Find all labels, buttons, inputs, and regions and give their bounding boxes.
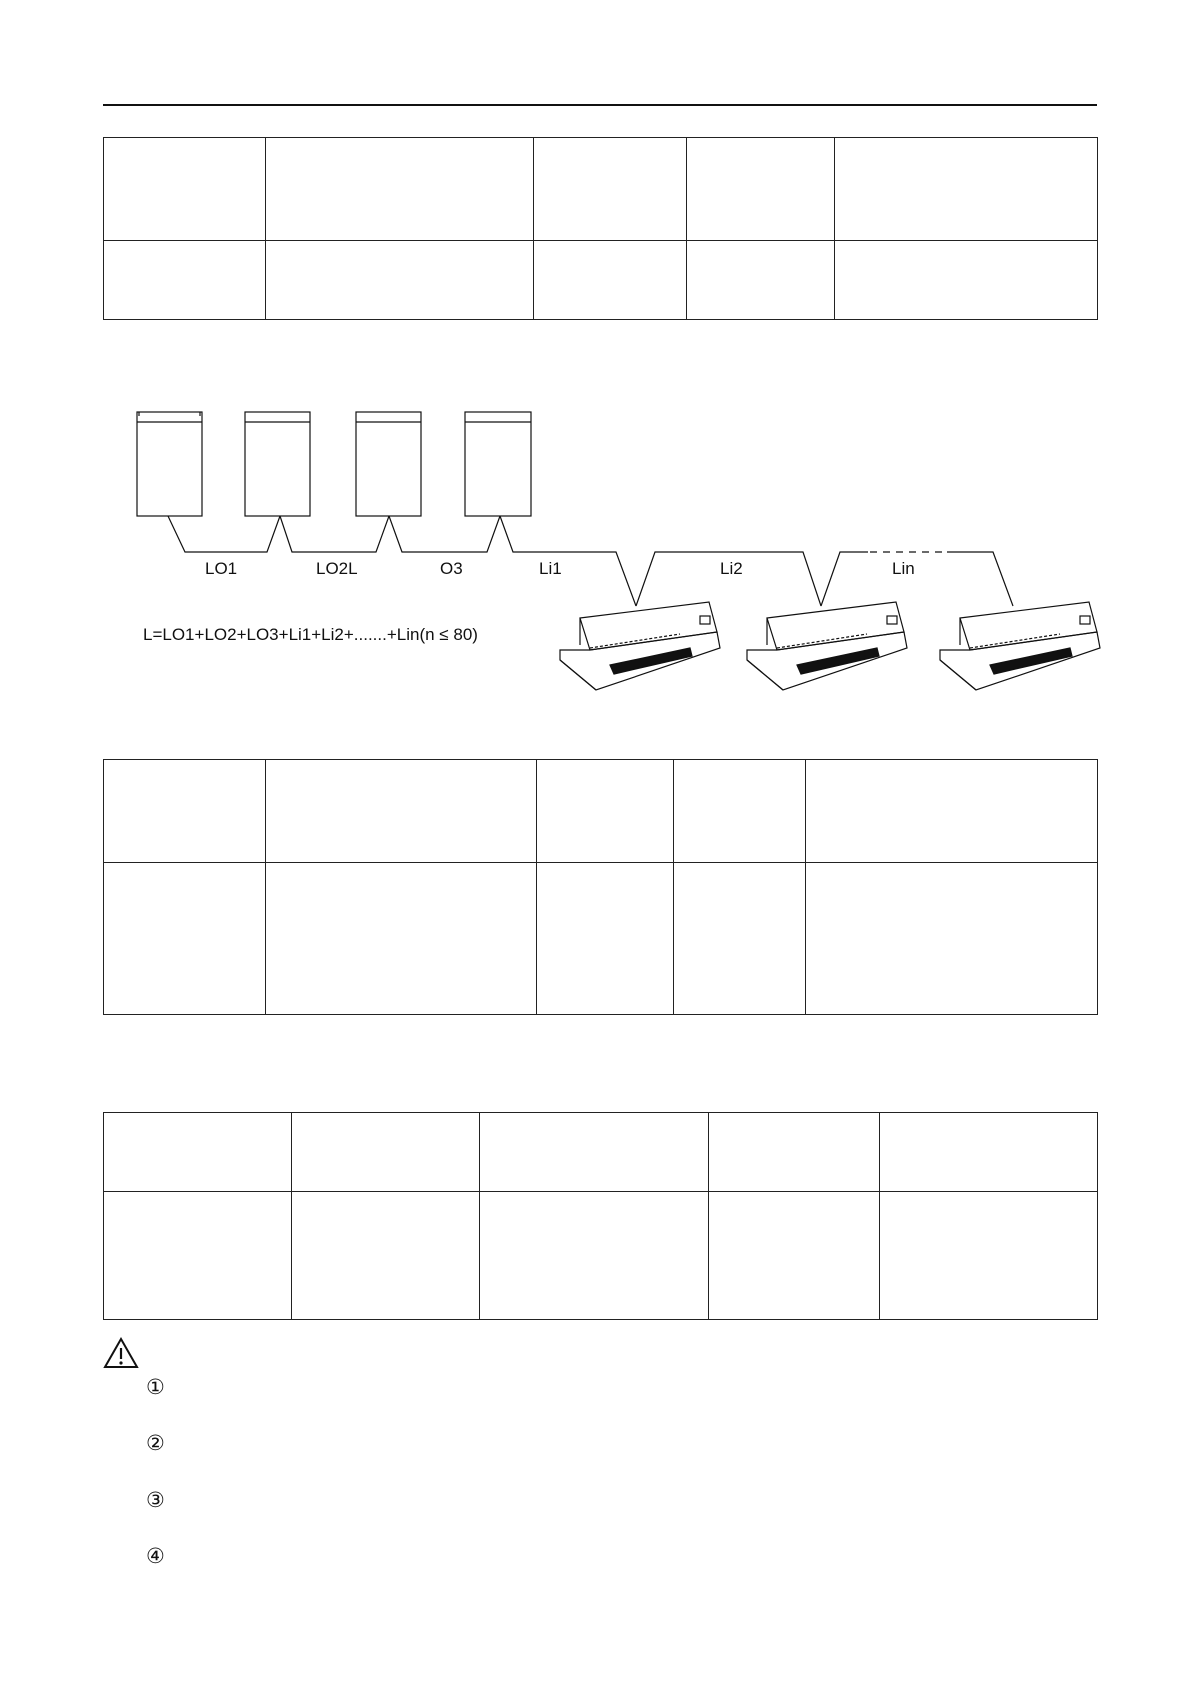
table-cell xyxy=(292,1192,480,1320)
pipe-li1 xyxy=(500,516,636,606)
table-cell xyxy=(104,863,266,1015)
cassette-indoor-unit-icon xyxy=(940,602,1100,690)
table-cell xyxy=(880,1192,1098,1320)
table-row xyxy=(104,760,1098,863)
table-row xyxy=(104,138,1098,241)
table-row xyxy=(104,1113,1098,1192)
cassette-indoor-unit-icon xyxy=(747,602,907,690)
table-cell xyxy=(674,760,806,863)
table-cell xyxy=(534,138,687,241)
table-cell xyxy=(292,1113,480,1192)
table-row xyxy=(104,1192,1098,1320)
outdoor-unit-icon xyxy=(356,412,421,516)
table-cell xyxy=(104,760,266,863)
table-cell xyxy=(687,138,835,241)
table-cell xyxy=(709,1113,880,1192)
table-cell xyxy=(806,863,1098,1015)
table-cell xyxy=(709,1192,880,1320)
table-cell xyxy=(687,241,835,320)
note-marker-4: ④ xyxy=(146,1544,165,1568)
label-o3: O3 xyxy=(440,559,463,578)
table-cell xyxy=(806,760,1098,863)
pipe-lo3 xyxy=(389,516,500,552)
header-rule xyxy=(103,104,1097,106)
pipe-lo2 xyxy=(280,516,389,552)
note-marker-3: ③ xyxy=(146,1488,165,1512)
outdoor-unit-icon xyxy=(245,412,310,516)
table-cell xyxy=(104,1192,292,1320)
table-cell xyxy=(534,241,687,320)
pipe-lo1 xyxy=(168,516,280,552)
warning-triangle-icon xyxy=(103,1337,139,1369)
label-lo2l: LO2L xyxy=(316,559,358,578)
table-row xyxy=(104,863,1098,1015)
table-cell xyxy=(880,1113,1098,1192)
outdoor-unit-icon xyxy=(137,412,202,516)
table-cell xyxy=(835,138,1098,241)
label-li2: Li2 xyxy=(720,559,743,578)
label-lo1: LO1 xyxy=(205,559,238,578)
formula-label: L=LO1+LO2+LO3+Li1+Li2+.......+Lin(n ≤ 80) xyxy=(143,625,478,644)
pipe-lin-end xyxy=(947,552,1013,606)
table-cell xyxy=(104,241,266,320)
table-cell xyxy=(266,760,537,863)
table-2 xyxy=(103,759,1098,1015)
label-lin: Lin xyxy=(892,559,915,578)
note-marker-2: ② xyxy=(146,1431,165,1455)
label-li1: Li1 xyxy=(539,559,562,578)
table-cell xyxy=(674,863,806,1015)
table-row xyxy=(104,241,1098,320)
piping-diagram xyxy=(0,380,1191,700)
table-cell xyxy=(104,1113,292,1192)
table-cell xyxy=(266,863,537,1015)
note-marker-1: ① xyxy=(146,1375,165,1399)
table-cell xyxy=(104,138,266,241)
cassette-indoor-unit-icon xyxy=(560,602,720,690)
table-1 xyxy=(103,137,1098,320)
table-cell xyxy=(266,241,534,320)
table-cell xyxy=(266,138,534,241)
table-cell xyxy=(835,241,1098,320)
table-cell xyxy=(480,1192,709,1320)
table-cell xyxy=(480,1113,709,1192)
table-3 xyxy=(103,1112,1098,1320)
table-cell xyxy=(537,863,674,1015)
pipe-lin-start xyxy=(821,552,868,606)
outdoor-unit-icon xyxy=(465,412,531,516)
table-cell xyxy=(537,760,674,863)
